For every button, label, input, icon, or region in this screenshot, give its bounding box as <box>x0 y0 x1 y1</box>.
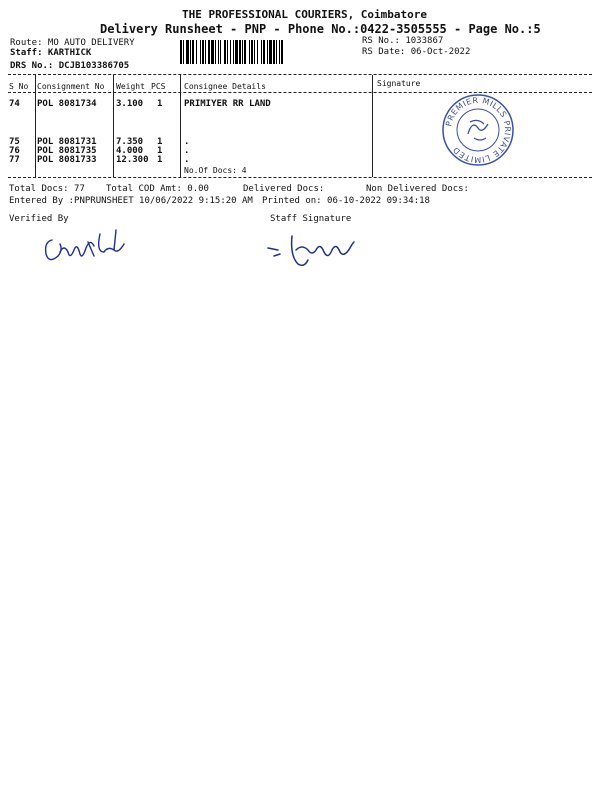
col-header-consignee: Consignee Details <box>184 82 266 91</box>
verified-by-label: Verified By <box>9 214 69 224</box>
column-divider <box>180 75 181 177</box>
col-header-signature: Signature <box>377 79 421 88</box>
route-label: Route: MO AUTO DELIVERY <box>10 38 135 48</box>
non-delivered-docs: Non Delivered Docs: <box>366 184 469 194</box>
table-row-sno: 76 <box>9 146 20 156</box>
total-docs: Total Docs: 77 <box>9 184 85 194</box>
runsheet-subtitle: Delivery Runsheet - PNP - Phone No.:0422-3505555 - Page No.:5 <box>100 22 541 36</box>
table-row-weight: 3.100 <box>116 99 144 109</box>
company-stamp-icon <box>440 92 516 168</box>
table-row-consignee: . <box>184 146 190 156</box>
table-top-rule <box>8 74 592 75</box>
staff-label: Staff: KARTHICK <box>10 48 92 58</box>
barcode-image <box>180 40 352 64</box>
total-cod-amount: Total COD Amt: 0.00 <box>106 184 209 194</box>
svg-text:PREMIER MILLS PRIVATE LIMITED: PREMIER MILLS PRIVATE LIMITED <box>444 95 513 165</box>
table-row-pcs: 1 <box>157 137 163 147</box>
staff-signature-icon <box>262 226 382 276</box>
staff-signature-label: Staff Signature <box>270 214 352 224</box>
verifier-signature-icon <box>38 222 138 272</box>
col-header-consignment: Consignment No <box>37 82 105 91</box>
entered-by: Entered By :PNPRUNSHEET 10/06/2022 9:15:20 AM <box>9 196 253 206</box>
table-row-consignee: PRIMIYER RR LAND <box>184 99 271 109</box>
drs-number: DRS No.: DCJB103386705 <box>10 61 130 71</box>
table-row-pcs: 1 <box>157 155 163 165</box>
col-header-sno: S No <box>9 82 29 91</box>
column-divider <box>113 75 114 177</box>
col-header-pcs: PCS <box>151 82 166 91</box>
table-row-weight: 4.000 <box>116 146 144 156</box>
company-title: THE PROFESSIONAL COURIERS, Coimbatore <box>182 8 428 21</box>
table-row-pcs: 1 <box>157 99 163 109</box>
column-divider <box>35 75 36 177</box>
table-row-consignee: . <box>184 155 190 165</box>
table-row-pcs: 1 <box>157 146 163 156</box>
rs-number: RS No.: 1033867 <box>362 36 444 46</box>
no-of-docs: No.Of Docs: 4 <box>184 166 247 175</box>
column-divider <box>372 75 373 177</box>
table-row-sno: 74 <box>9 99 20 109</box>
delivered-docs: Delivered Docs: <box>243 184 325 194</box>
table-row-weight: 7.350 <box>116 137 144 147</box>
table-row-sno: 77 <box>9 155 20 165</box>
table-row-consignment: POL 8081735 <box>37 146 97 156</box>
col-header-weight: Weight <box>116 82 145 91</box>
table-row-consignment: POL 8081731 <box>37 137 97 147</box>
rs-date: RS Date: 06-Oct-2022 <box>362 47 471 57</box>
table-bottom-rule <box>8 177 592 178</box>
table-row-consignee: . <box>184 137 190 147</box>
table-row-consignment: POL 8081733 <box>37 155 97 165</box>
table-row-consignment: POL 8081734 <box>37 99 97 109</box>
table-row-weight: 12.300 <box>116 155 149 165</box>
table-row-sno: 75 <box>9 137 20 147</box>
printed-on: Printed on: 06-10-2022 09:34:18 <box>262 196 430 206</box>
